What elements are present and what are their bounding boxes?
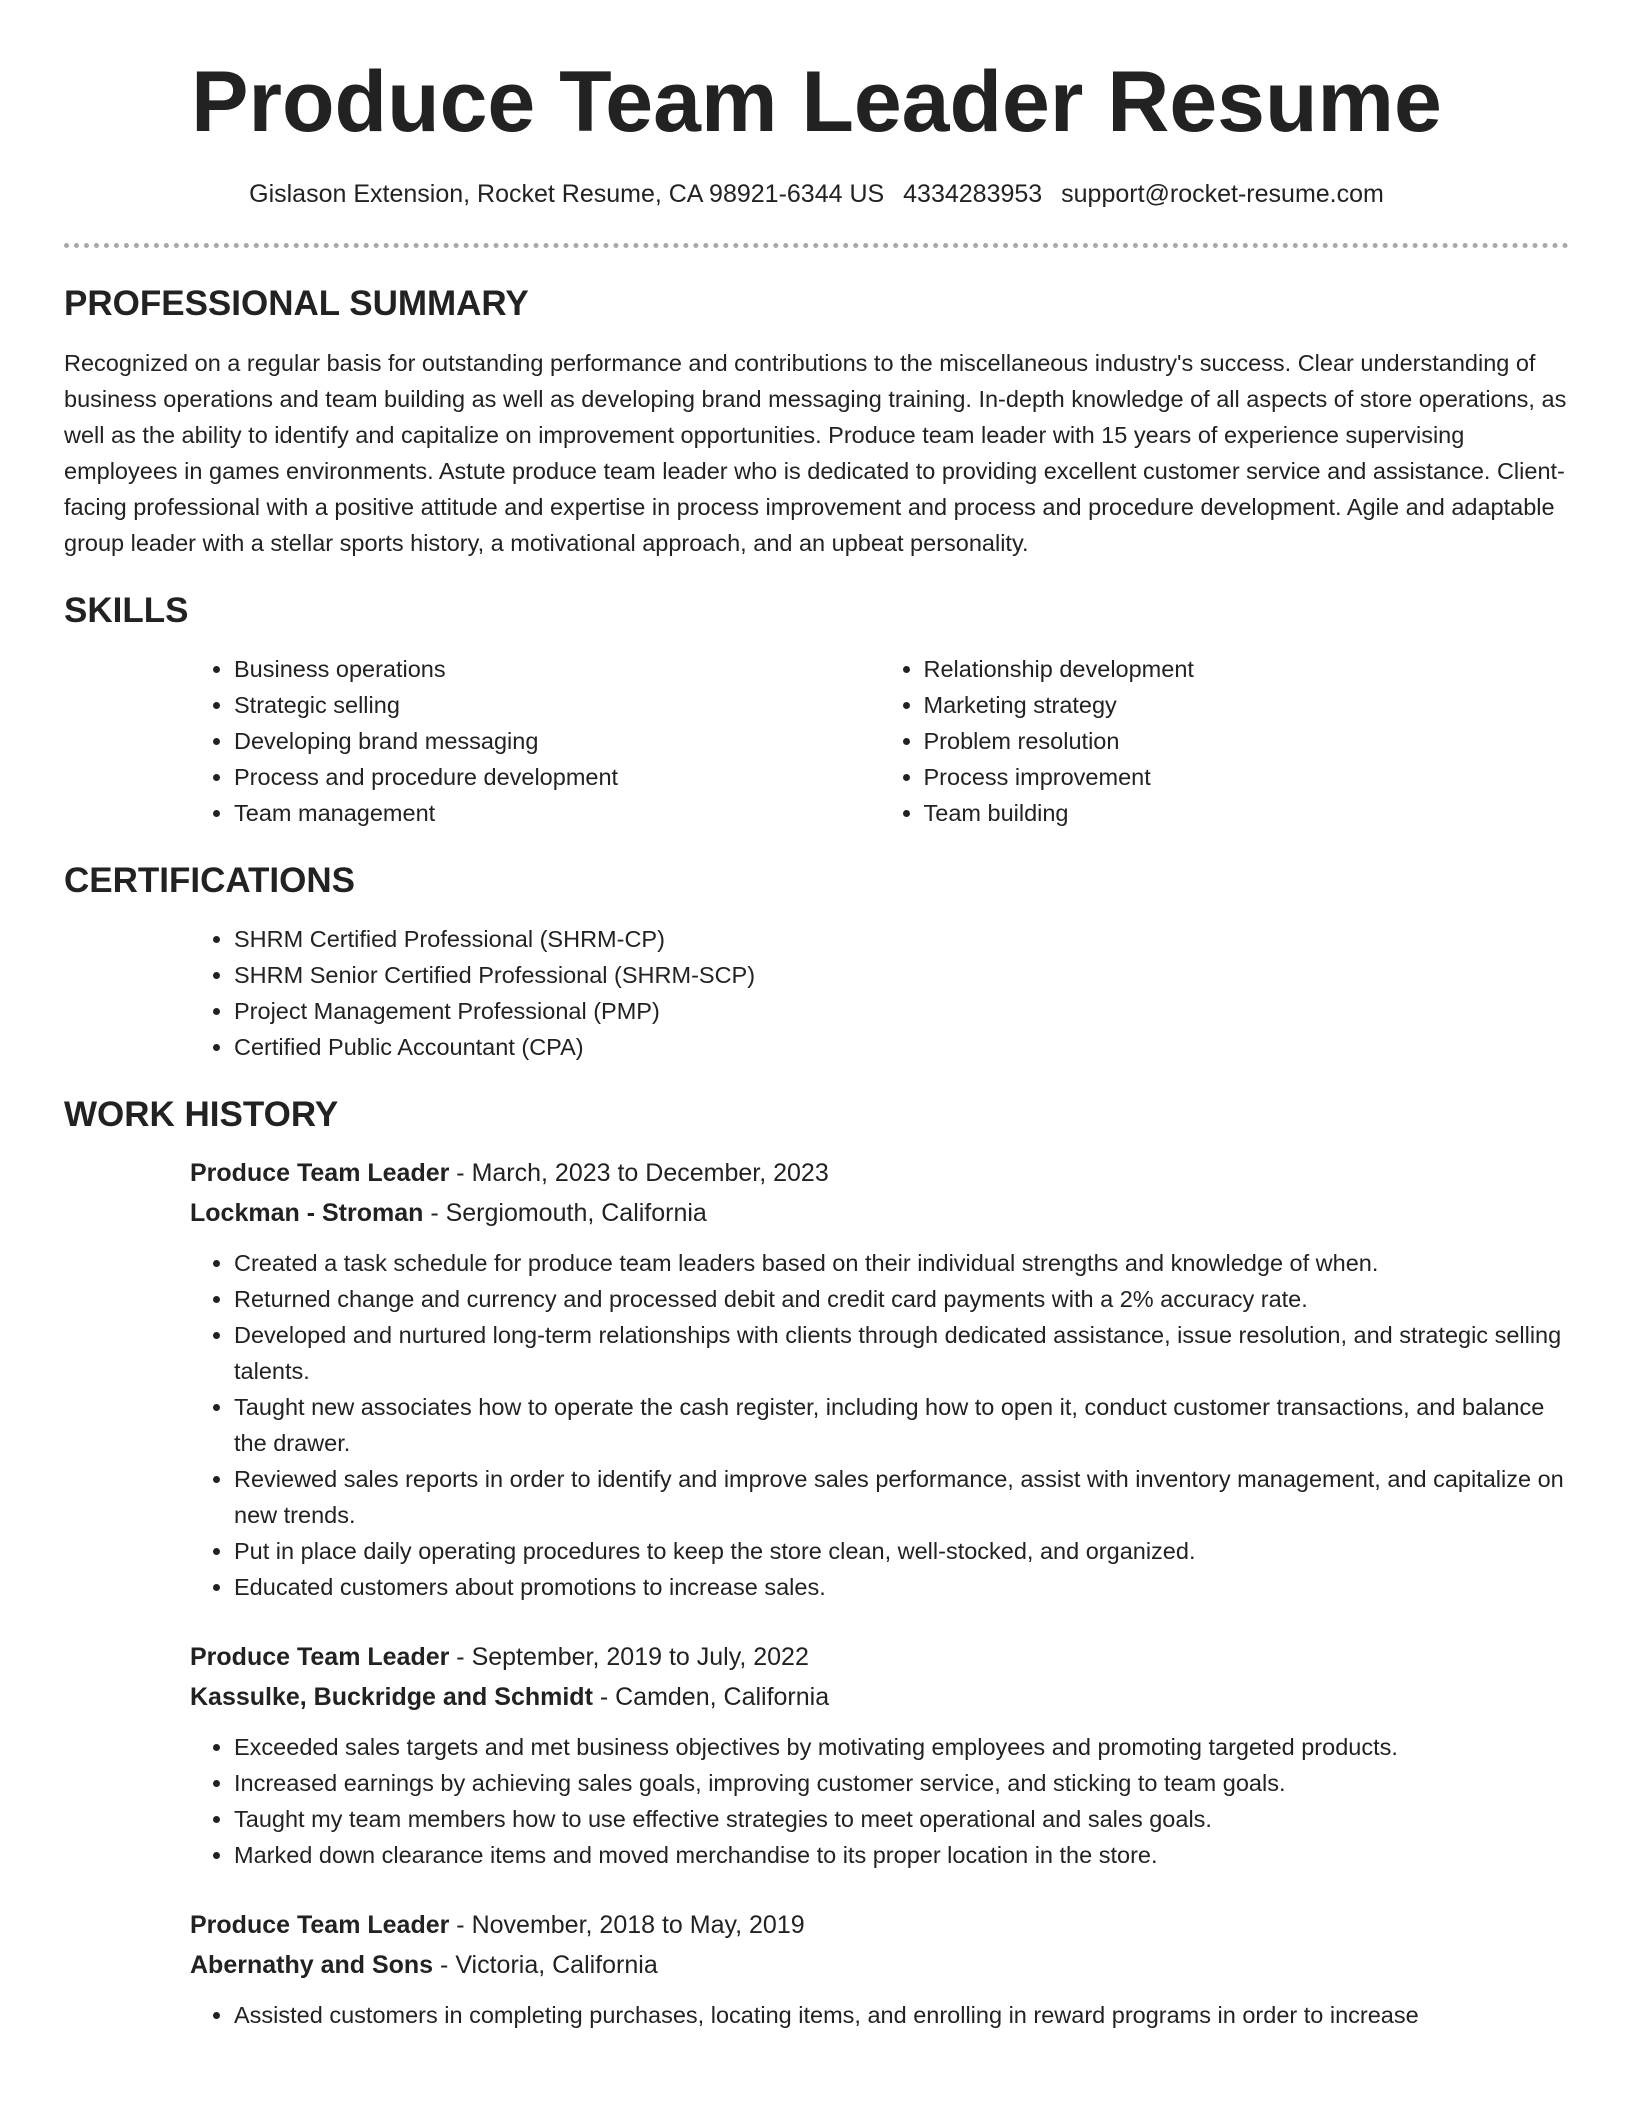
job-title-line: Produce Team Leader - March, 2023 to December, 2023 [190, 1159, 829, 1187]
skill-item: • Marketing strategy [924, 687, 1570, 723]
summary-section [64, 282, 1569, 561]
summary-heading: PROFESSIONAL SUMMARY [64, 284, 529, 323]
job-bullet: • Exceeded sales targets and met business objectives by motivating employees and promoting targeted products. [234, 1729, 1569, 1765]
job-location: Victoria, California [455, 1951, 658, 1979]
contact-line [64, 178, 1569, 210]
certification-item: • SHRM Certified Professional (SHRM-CP) [234, 921, 1569, 957]
job-location: Sergiomouth, California [445, 1199, 707, 1227]
job-bullet: • Taught my team members how to use effective strategies to meet operational and sales goals. [234, 1801, 1569, 1837]
job-dates: September, 2019 to July, 2022 [471, 1643, 809, 1671]
job-title-line: Produce Team Leader - November, 2018 to May, 2019 [190, 1911, 805, 1939]
contact-email: support@rocket-resume.com [1061, 180, 1384, 208]
skill-item: • Business operations [234, 651, 880, 687]
certifications-list [190, 921, 1569, 1065]
job-bullets [190, 1729, 1569, 1873]
resume-title: Produce Team Leader Resume [191, 54, 1442, 150]
skills-list-right [880, 651, 1570, 831]
job-bullet: • Educated customers about promotions to increase sales. [234, 1569, 1569, 1605]
certification-item: • SHRM Senior Certified Professional (SHRM-SCP) [234, 957, 1569, 993]
skill-item: • Process and procedure development [234, 759, 880, 795]
skill-item: • Problem resolution [924, 723, 1570, 759]
job-location: Camden, California [615, 1683, 830, 1711]
job-bullet: • Developed and nurtured long-term relationships with clients through dedicated assistance, issue resolution, and strategic selling talents. [234, 1317, 1569, 1389]
job-bullet: • Put in place daily operating procedures to keep the store clean, well-stocked, and organized. [234, 1533, 1569, 1569]
resume-page [64, 0, 1569, 2033]
job-bullet: • Increased earnings by achieving sales goals, improving customer service, and sticking to team goals. [234, 1765, 1569, 1801]
job-company-line: Lockman - Stroman - Sergiomouth, California [190, 1199, 707, 1227]
job-title: Produce Team Leader [190, 1643, 450, 1671]
job-title: Produce Team Leader [190, 1159, 450, 1187]
job-title: Produce Team Leader [190, 1911, 450, 1939]
job-company: Kassulke, Buckridge and Schmidt [190, 1683, 593, 1711]
job-bullet: • Marked down clearance items and moved merchandise to its proper location in the store. [234, 1837, 1569, 1873]
certification-item: • Project Management Professional (PMP) [234, 993, 1569, 1029]
skill-item: • Team building [924, 795, 1570, 831]
work-heading: WORK HISTORY [64, 1095, 339, 1134]
certifications-heading: CERTIFICATIONS [64, 861, 356, 900]
skill-item: • Process improvement [924, 759, 1570, 795]
job-title-line: Produce Team Leader - September, 2019 to July, 2022 [190, 1643, 809, 1671]
job-bullet: • Taught new associates how to operate the cash register, including how to open it, conduct customer transactions, and balance the drawer. [234, 1389, 1569, 1461]
certifications-section [64, 859, 1569, 1065]
job-company: Abernathy and Sons [190, 1951, 434, 1979]
job-dates: March, 2023 to December, 2023 [471, 1159, 829, 1187]
job-entry [190, 1153, 1569, 1605]
skills-heading: SKILLS [64, 591, 189, 630]
job-dates: November, 2018 to May, 2019 [471, 1911, 805, 1939]
skills-grid [190, 651, 1569, 831]
skill-item: • Relationship development [924, 651, 1570, 687]
skill-item: • Developing brand messaging [234, 723, 880, 759]
summary-text: Recognized on a regular basis for outstanding performance and contributions to the miscellaneous industry's success. Clear understanding of business operations and team building as well as developing brand messaging training. In-depth knowledge of all aspects of store operations, as well as the ability to identify and capitalize on improvement opportunities. Produce team leader with 15 years of experience supervising employees in games environments. Astute produce team leader who is dedicated to providing excellent customer service and assistance. Client-facing professional with a positive attitude and expertise in process improvement and process and procedure development. Agile and adaptable group leader with a stellar sports history, a motivational approach, and an upbeat personality. [64, 350, 1567, 556]
job-bullet: • Returned change and currency and processed debit and credit card payments with a 2% accuracy rate. [234, 1281, 1569, 1317]
job-bullets [190, 1997, 1569, 2033]
job-bullet: • Created a task schedule for produce team leaders based on their individual strengths and knowledge of when. [234, 1245, 1569, 1281]
skill-item: • Strategic selling [234, 687, 880, 723]
job-bullets [190, 1245, 1569, 1605]
job-bullet: • Reviewed sales reports in order to identify and improve sales performance, assist with inventory management, and capitalize on new trends. [234, 1461, 1569, 1533]
skills-list-left [190, 651, 880, 831]
skill-item: • Team management [234, 795, 880, 831]
job-entry [190, 1905, 1569, 2033]
header-divider [64, 243, 1569, 248]
job-company-line: Kassulke, Buckridge and Schmidt - Camden, California [190, 1683, 830, 1711]
contact-address: Gislason Extension, Rocket Resume, CA 98921-6344 US [249, 180, 885, 208]
job-company: Lockman - Stroman [190, 1199, 424, 1227]
skills-section [64, 589, 1569, 831]
contact-phone: 4334283953 [903, 180, 1043, 208]
job-company-line: Abernathy and Sons - Victoria, California [190, 1951, 658, 1979]
job-bullet: • Assisted customers in completing purchases, locating items, and enrolling in reward programs in order to increase [234, 1997, 1569, 2033]
work-section [64, 1093, 1569, 2033]
certification-item: • Certified Public Accountant (CPA) [234, 1029, 1569, 1065]
job-entry [190, 1637, 1569, 1873]
